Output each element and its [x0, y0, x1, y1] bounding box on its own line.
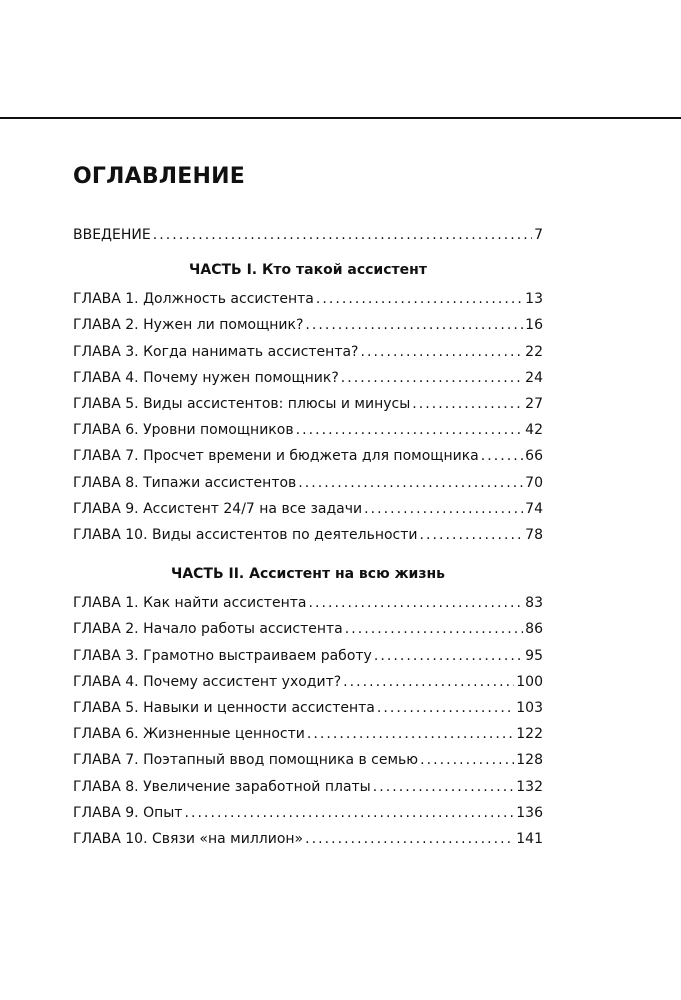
toc-entry	[73, 826, 543, 852]
toc-entry	[73, 590, 543, 616]
dot-leader	[373, 774, 515, 800]
entry-label: ВВЕДЕНИЕ	[73, 227, 151, 243]
dot-leader	[412, 391, 523, 417]
top-rule	[0, 117, 681, 119]
entry-page: 132	[516, 778, 543, 795]
toc-entry	[73, 669, 543, 695]
entry-label: ГЛАВА 6. Жизненные ценности	[73, 726, 305, 743]
toc-entry	[73, 800, 543, 826]
toc-entry	[73, 312, 543, 338]
entry-page: 141	[516, 831, 543, 848]
dot-leader	[184, 800, 514, 826]
toc-entry	[73, 774, 543, 800]
table-of-contents	[73, 162, 543, 852]
entry-label: ГЛАВА 5. Виды ассистентов: плюсы и минусы	[73, 396, 411, 413]
toc-entry	[73, 496, 543, 522]
entry-label: ГЛАВА 8. Увеличение заработной платы	[73, 778, 371, 795]
part-heading: ЧАСТЬ II. Ассистент на всю жизнь	[171, 566, 445, 583]
entry-label: ГЛАВА 1. Должность ассистента	[73, 291, 314, 308]
dot-leader	[345, 616, 523, 642]
entry-page: 136	[516, 804, 543, 821]
dot-leader	[316, 286, 523, 312]
dot-leader	[481, 443, 523, 469]
entry-label: ГЛАВА 7. Поэтапный ввод помощника в семью	[73, 752, 419, 769]
entry-page: 13	[525, 291, 543, 308]
dot-leader	[296, 417, 524, 443]
entry-label: ГЛАВА 2. Нужен ли помощник?	[73, 317, 304, 334]
dot-leader	[361, 339, 524, 365]
entry-label: ГЛАВА 10. Виды ассистентов по деятельности	[73, 527, 418, 544]
toc-entry	[73, 522, 543, 548]
entry-page: 74	[525, 500, 543, 517]
dot-leader	[377, 695, 514, 721]
toc-entry	[73, 721, 543, 747]
toc-entry	[73, 643, 543, 669]
entry-page: 70	[525, 474, 543, 491]
entry-page: 103	[516, 700, 543, 717]
toc-entry	[73, 747, 543, 773]
toc-entry	[73, 286, 543, 312]
part-heading: ЧАСТЬ I. Кто такой ассистент	[189, 262, 427, 279]
dot-leader	[343, 669, 514, 695]
toc-entry-intro	[73, 222, 543, 248]
entry-page: 128	[516, 752, 543, 769]
entry-label: ГЛАВА 3. Когда нанимать ассистента?	[73, 343, 359, 360]
dot-leader	[420, 747, 514, 773]
entry-label: ГЛАВА 10. Связи «на миллион»	[73, 831, 304, 848]
toc-entry	[73, 470, 543, 496]
dot-leader	[420, 522, 524, 548]
entry-page: 27	[525, 396, 543, 413]
entry-page: 100	[516, 673, 543, 690]
dot-leader	[308, 590, 523, 616]
entry-page: 24	[525, 369, 543, 386]
entry-page: 16	[525, 317, 543, 334]
toc-entry	[73, 339, 543, 365]
entry-page: 78	[525, 527, 543, 544]
entry-page: 95	[525, 647, 543, 664]
toc-title: ОГЛАВЛЕНИЕ	[73, 164, 245, 189]
entry-label: ГЛАВА 9. Опыт	[73, 804, 183, 821]
entry-label: ГЛАВА 6. Уровни помощников	[73, 422, 294, 439]
dot-leader	[374, 643, 523, 669]
entry-page: 86	[525, 621, 543, 638]
entry-page: 42	[525, 422, 543, 439]
entry-label: ГЛАВА 3. Грамотно выстраиваем работу	[73, 647, 372, 664]
dot-leader	[305, 312, 523, 338]
toc-entry	[73, 616, 543, 642]
entry-label: ГЛАВА 9. Ассистент 24/7 на все задачи	[73, 500, 363, 517]
entry-page: 122	[516, 726, 543, 743]
entry-page: 22	[525, 343, 543, 360]
dot-leader	[364, 496, 523, 522]
entry-page: 66	[525, 448, 543, 465]
dot-leader	[153, 222, 532, 248]
entry-label: ГЛАВА 8. Типажи ассистентов	[73, 474, 297, 491]
entry-label: ГЛАВА 7. Просчет времени и бюджета для помощника	[73, 448, 479, 465]
dot-leader	[307, 721, 514, 747]
entry-label: ГЛАВА 1. Как найти ассистента	[73, 595, 307, 612]
toc-entry	[73, 417, 543, 443]
entry-label: ГЛАВА 5. Навыки и ценности ассистента	[73, 700, 375, 717]
entry-page: 83	[525, 595, 543, 612]
dot-leader	[298, 470, 523, 496]
toc-entry	[73, 365, 543, 391]
toc-entry	[73, 391, 543, 417]
dot-leader	[341, 365, 523, 391]
entry-label: ГЛАВА 2. Начало работы ассистента	[73, 621, 343, 638]
entry-label: ГЛАВА 4. Почему ассистент уходит?	[73, 673, 342, 690]
dot-leader	[305, 826, 514, 852]
toc-entry	[73, 695, 543, 721]
entry-page: 7	[534, 227, 543, 243]
entry-label: ГЛАВА 4. Почему нужен помощник?	[73, 369, 339, 386]
toc-entry	[73, 443, 543, 469]
